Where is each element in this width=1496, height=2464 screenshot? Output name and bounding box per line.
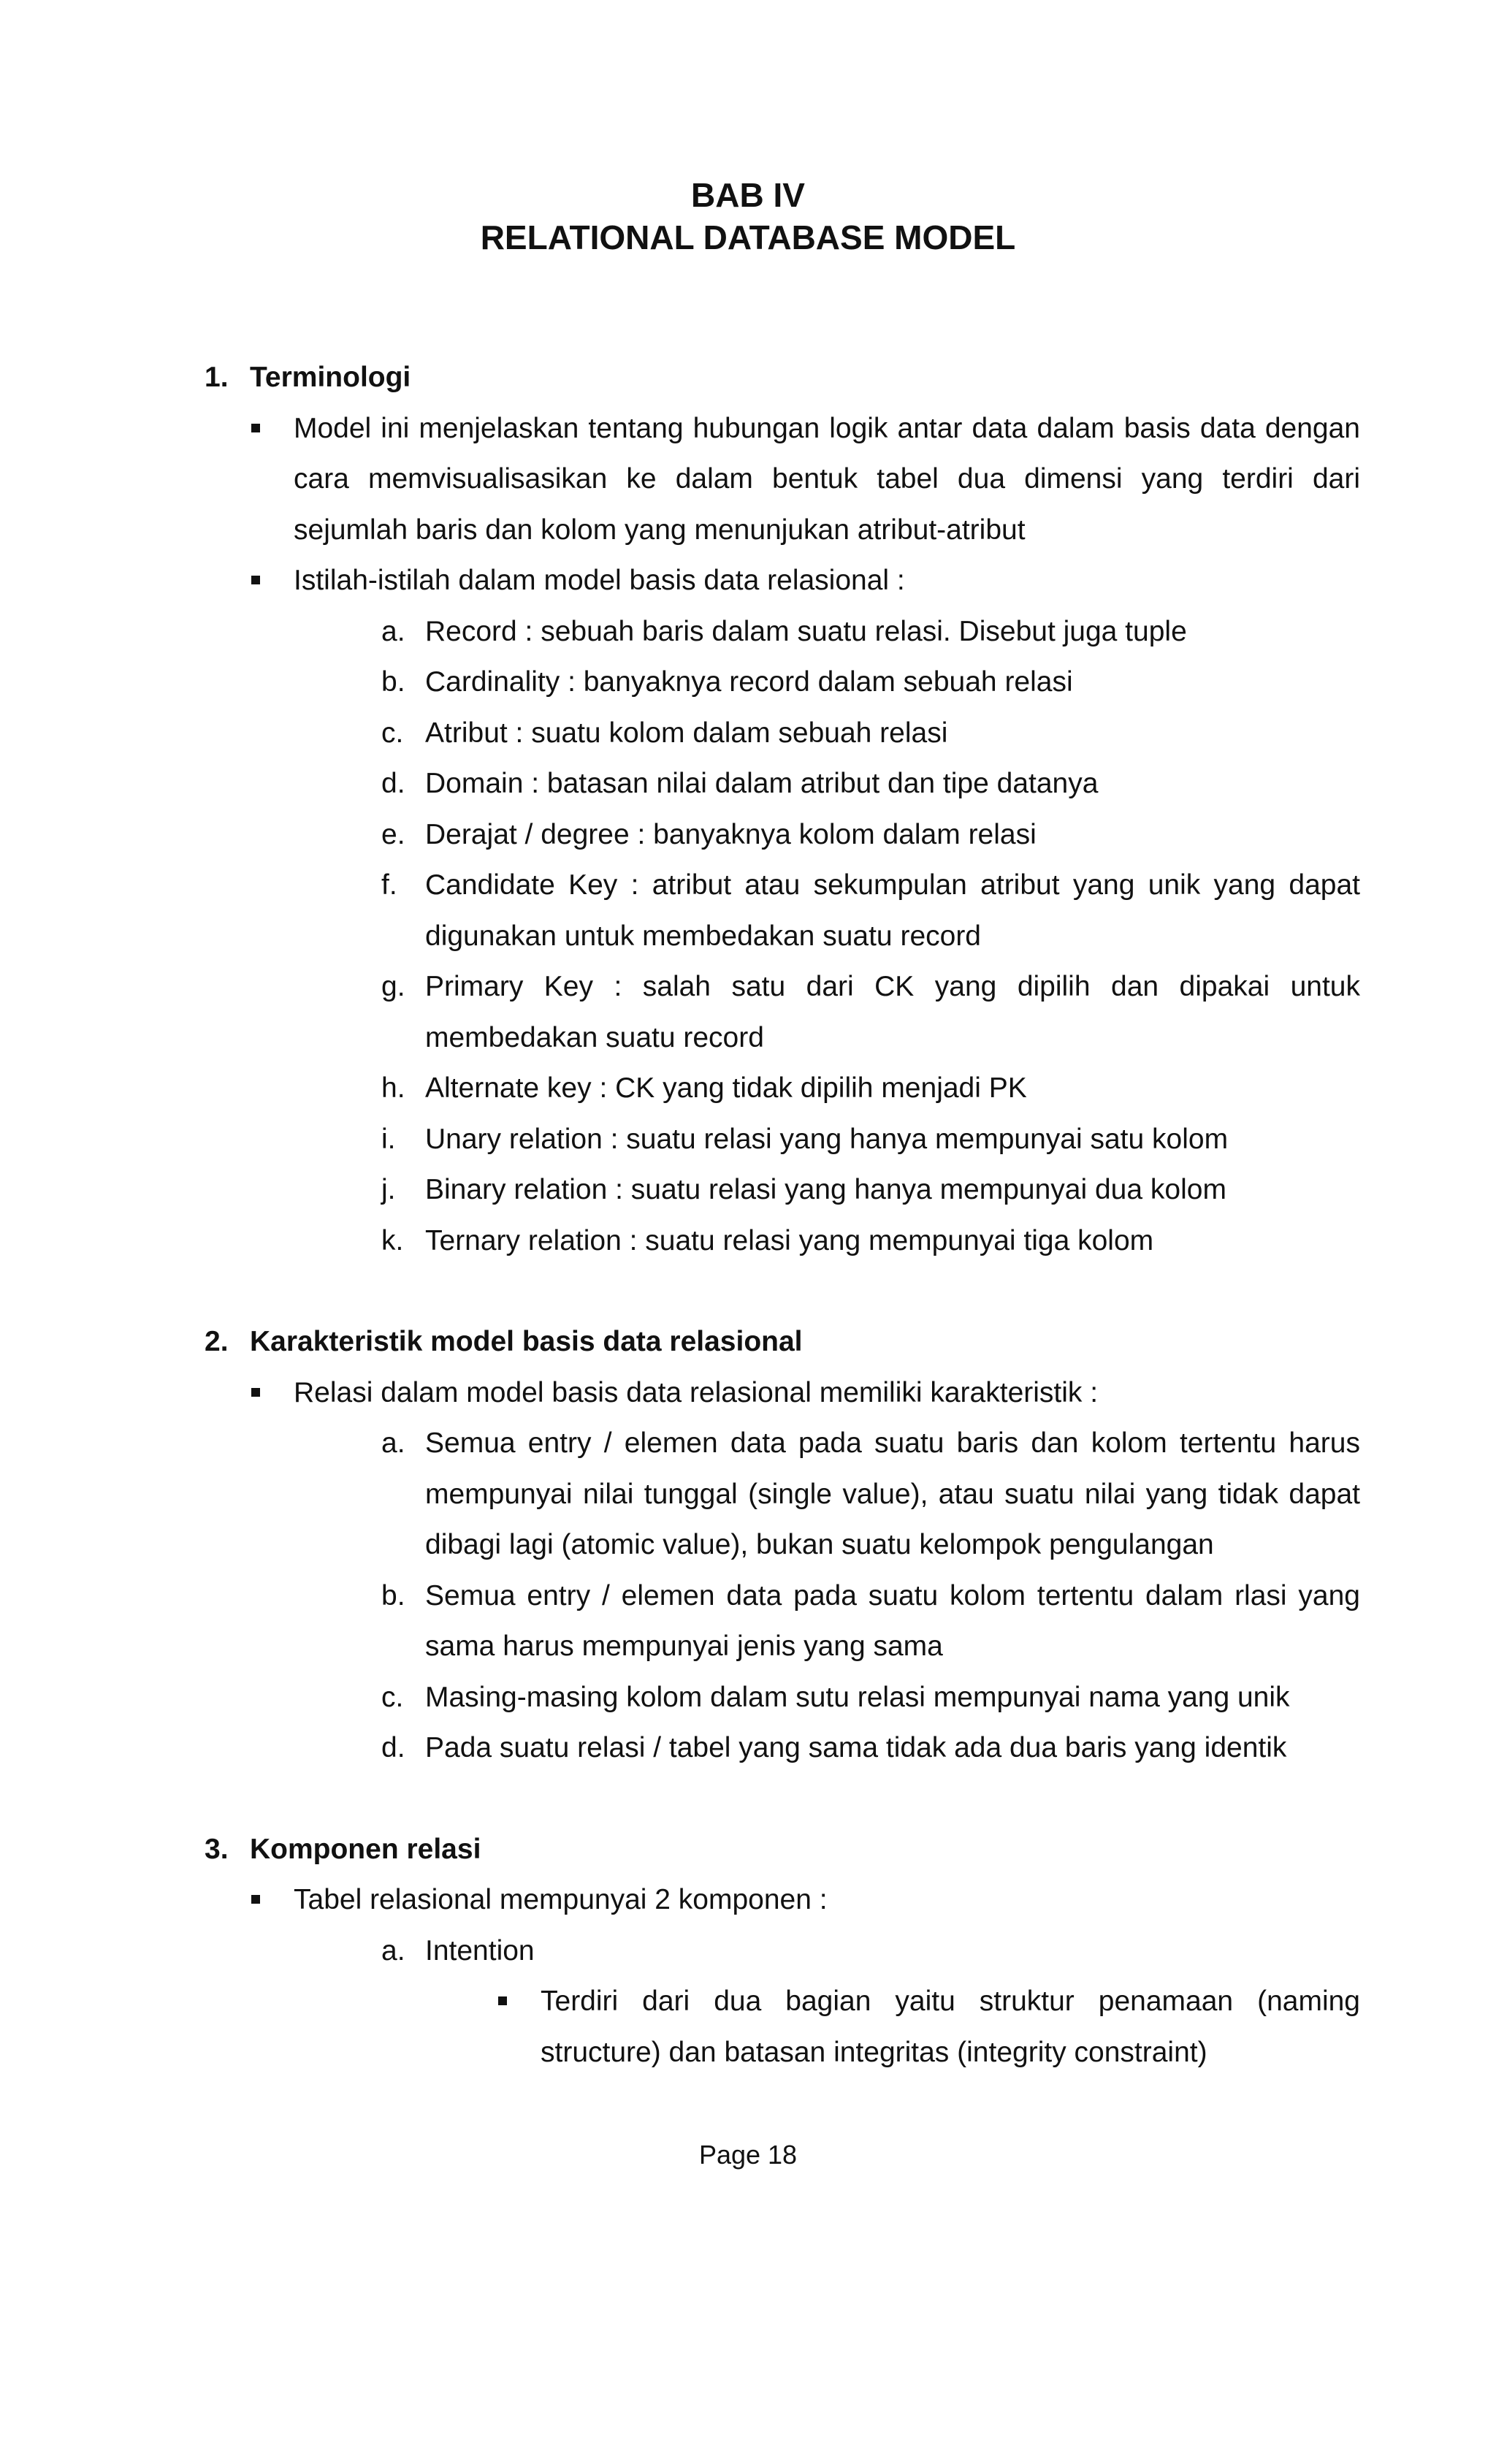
section-komponen-relasi (205, 1824, 1360, 2078)
list-letter: k. (381, 1224, 404, 1256)
bullet-item (205, 1368, 1360, 1419)
list-item (381, 1164, 1360, 1216)
list-letter: e. (381, 818, 405, 850)
bullet-text: Istilah-istilah dalam model basis data relasional : (294, 565, 905, 596)
list-letter: a. (381, 1934, 405, 1967)
square-bullet-icon (497, 1976, 541, 2078)
list-text: Candidate Key : atribut atau sekumpulan atribut yang unik yang dapat digunakan untuk membedakan suatu record (425, 869, 1360, 952)
list-item (381, 1571, 1360, 1672)
chapter-title: RELATIONAL DATABASE MODEL (480, 218, 1016, 256)
list-text: Unary relation : suatu relasi yang hanya mempunyai satu kolom (425, 1123, 1229, 1155)
list-letter: c. (381, 1681, 404, 1713)
list-item (381, 1418, 1360, 1571)
list-text: Masing-masing kolom dalam sutu relasi mempunyai nama yang unik (425, 1681, 1290, 1713)
chapter-title-block (0, 174, 1496, 259)
term-list (205, 606, 1360, 1267)
page-number: Page 18 (698, 2140, 798, 2170)
list-item (381, 1063, 1360, 1114)
list-text: Cardinality : banyaknya record dalam sebuah relasi (425, 666, 1073, 698)
list-item (381, 1672, 1360, 1723)
section-number: 3. (205, 1833, 229, 1865)
list-letter: a. (381, 1427, 405, 1459)
list-letter: f. (381, 869, 397, 901)
square-bullet-icon (250, 1874, 294, 1926)
list-text: Primary Key : salah satu dari CK yang dipilih dan dipakai untuk membedakan suatu record (425, 971, 1360, 1053)
section-terminologi (205, 352, 1360, 1266)
list-item (381, 809, 1360, 861)
bullet-text: Terdiri dari dua bagian yaitu struktur penamaan (naming structure) dan batasan integritas (integrity constraint) (541, 1986, 1360, 2068)
bullet-text: Relasi dalam model basis data relasional memiliki karakteristik : (294, 1376, 1099, 1408)
section-heading (205, 1316, 1360, 1368)
list-text: Semua entry / elemen data pada suatu baris dan kolom tertentu harus mempunyai nilai tunggal (single value), atau suatu nilai yang tidak dapat dibagi lagi (atomic value), bukan suatu kelompok pengulangan (425, 1427, 1360, 1560)
list-text: Domain : batasan nilai dalam atribut dan tipe datanya (425, 768, 1099, 799)
list-letter: d. (381, 768, 405, 799)
list-item (381, 1723, 1360, 1774)
square-bullet-icon (250, 1368, 294, 1419)
list-text: Atribut : suatu kolom dalam sebuah relasi (425, 717, 948, 749)
section-title: Karakteristik model basis data relasional (250, 1326, 803, 1357)
list-item (381, 860, 1360, 961)
bullet-text: Tabel relasional mempunyai 2 komponen : (294, 1884, 828, 1915)
list-text: Intention (425, 1934, 535, 1967)
chapter-label: BAB IV (691, 176, 805, 214)
section-title: Komponen relasi (250, 1833, 481, 1865)
document-body (205, 352, 1360, 2078)
list-item (381, 1216, 1360, 1267)
list-letter: i. (381, 1123, 396, 1155)
section-heading (205, 1824, 1360, 1875)
section-karakteristik (205, 1316, 1360, 1774)
list-letter: b. (381, 1579, 405, 1611)
list-item (381, 1114, 1360, 1165)
bullet-item (205, 555, 1360, 606)
section-number: 2. (205, 1326, 229, 1357)
list-letter: c. (381, 717, 404, 749)
square-bullet-icon (250, 555, 294, 606)
bullet-item (205, 403, 1360, 556)
characteristic-list (205, 1418, 1360, 1774)
list-text: Ternary relation : suatu relasi yang mempunyai tiga kolom (425, 1224, 1154, 1256)
list-text: Record : sebuah baris dalam suatu relasi. Disebut juga tuple (425, 615, 1187, 647)
list-item (381, 708, 1360, 759)
list-letter: h. (381, 1072, 405, 1104)
component-list (205, 1926, 1360, 1977)
list-letter: g. (381, 971, 405, 1002)
section-number: 1. (205, 362, 229, 393)
list-text: Derajat / degree : banyaknya kolom dalam relasi (425, 818, 1037, 850)
bullet-text: Model ini menjelaskan tentang hubungan logik antar data dalam basis data dengan cara memvisualisasikan ke dalam bentuk tabel dua dimensi yang terdiri dari sejumlah baris dan kolom yang menunjukan atribut-atribut (294, 412, 1360, 546)
square-bullet-icon (250, 403, 294, 556)
list-text: Pada suatu relasi / tabel yang sama tidak ada dua baris yang identik (425, 1732, 1287, 1763)
list-letter: d. (381, 1732, 405, 1763)
list-letter: b. (381, 666, 405, 698)
list-text: Alternate key : CK yang tidak dipilih menjadi PK (425, 1072, 1027, 1104)
list-item (381, 606, 1360, 657)
section-heading (205, 352, 1360, 403)
list-text: Semua entry / elemen data pada suatu kolom tertentu dalam rlasi yang sama harus mempunyai jenis yang sama (425, 1579, 1360, 1662)
list-text: Binary relation : suatu relasi yang hanya mempunyai dua kolom (425, 1174, 1226, 1205)
bullet-item (205, 1874, 1360, 1926)
list-letter: j. (381, 1174, 396, 1205)
list-item (381, 1926, 1360, 1977)
list-letter: a. (381, 615, 405, 647)
list-item (381, 758, 1360, 809)
list-item (381, 961, 1360, 1063)
sub-bullet-item (205, 1976, 1360, 2078)
section-title: Terminologi (250, 362, 411, 393)
list-item (381, 657, 1360, 708)
